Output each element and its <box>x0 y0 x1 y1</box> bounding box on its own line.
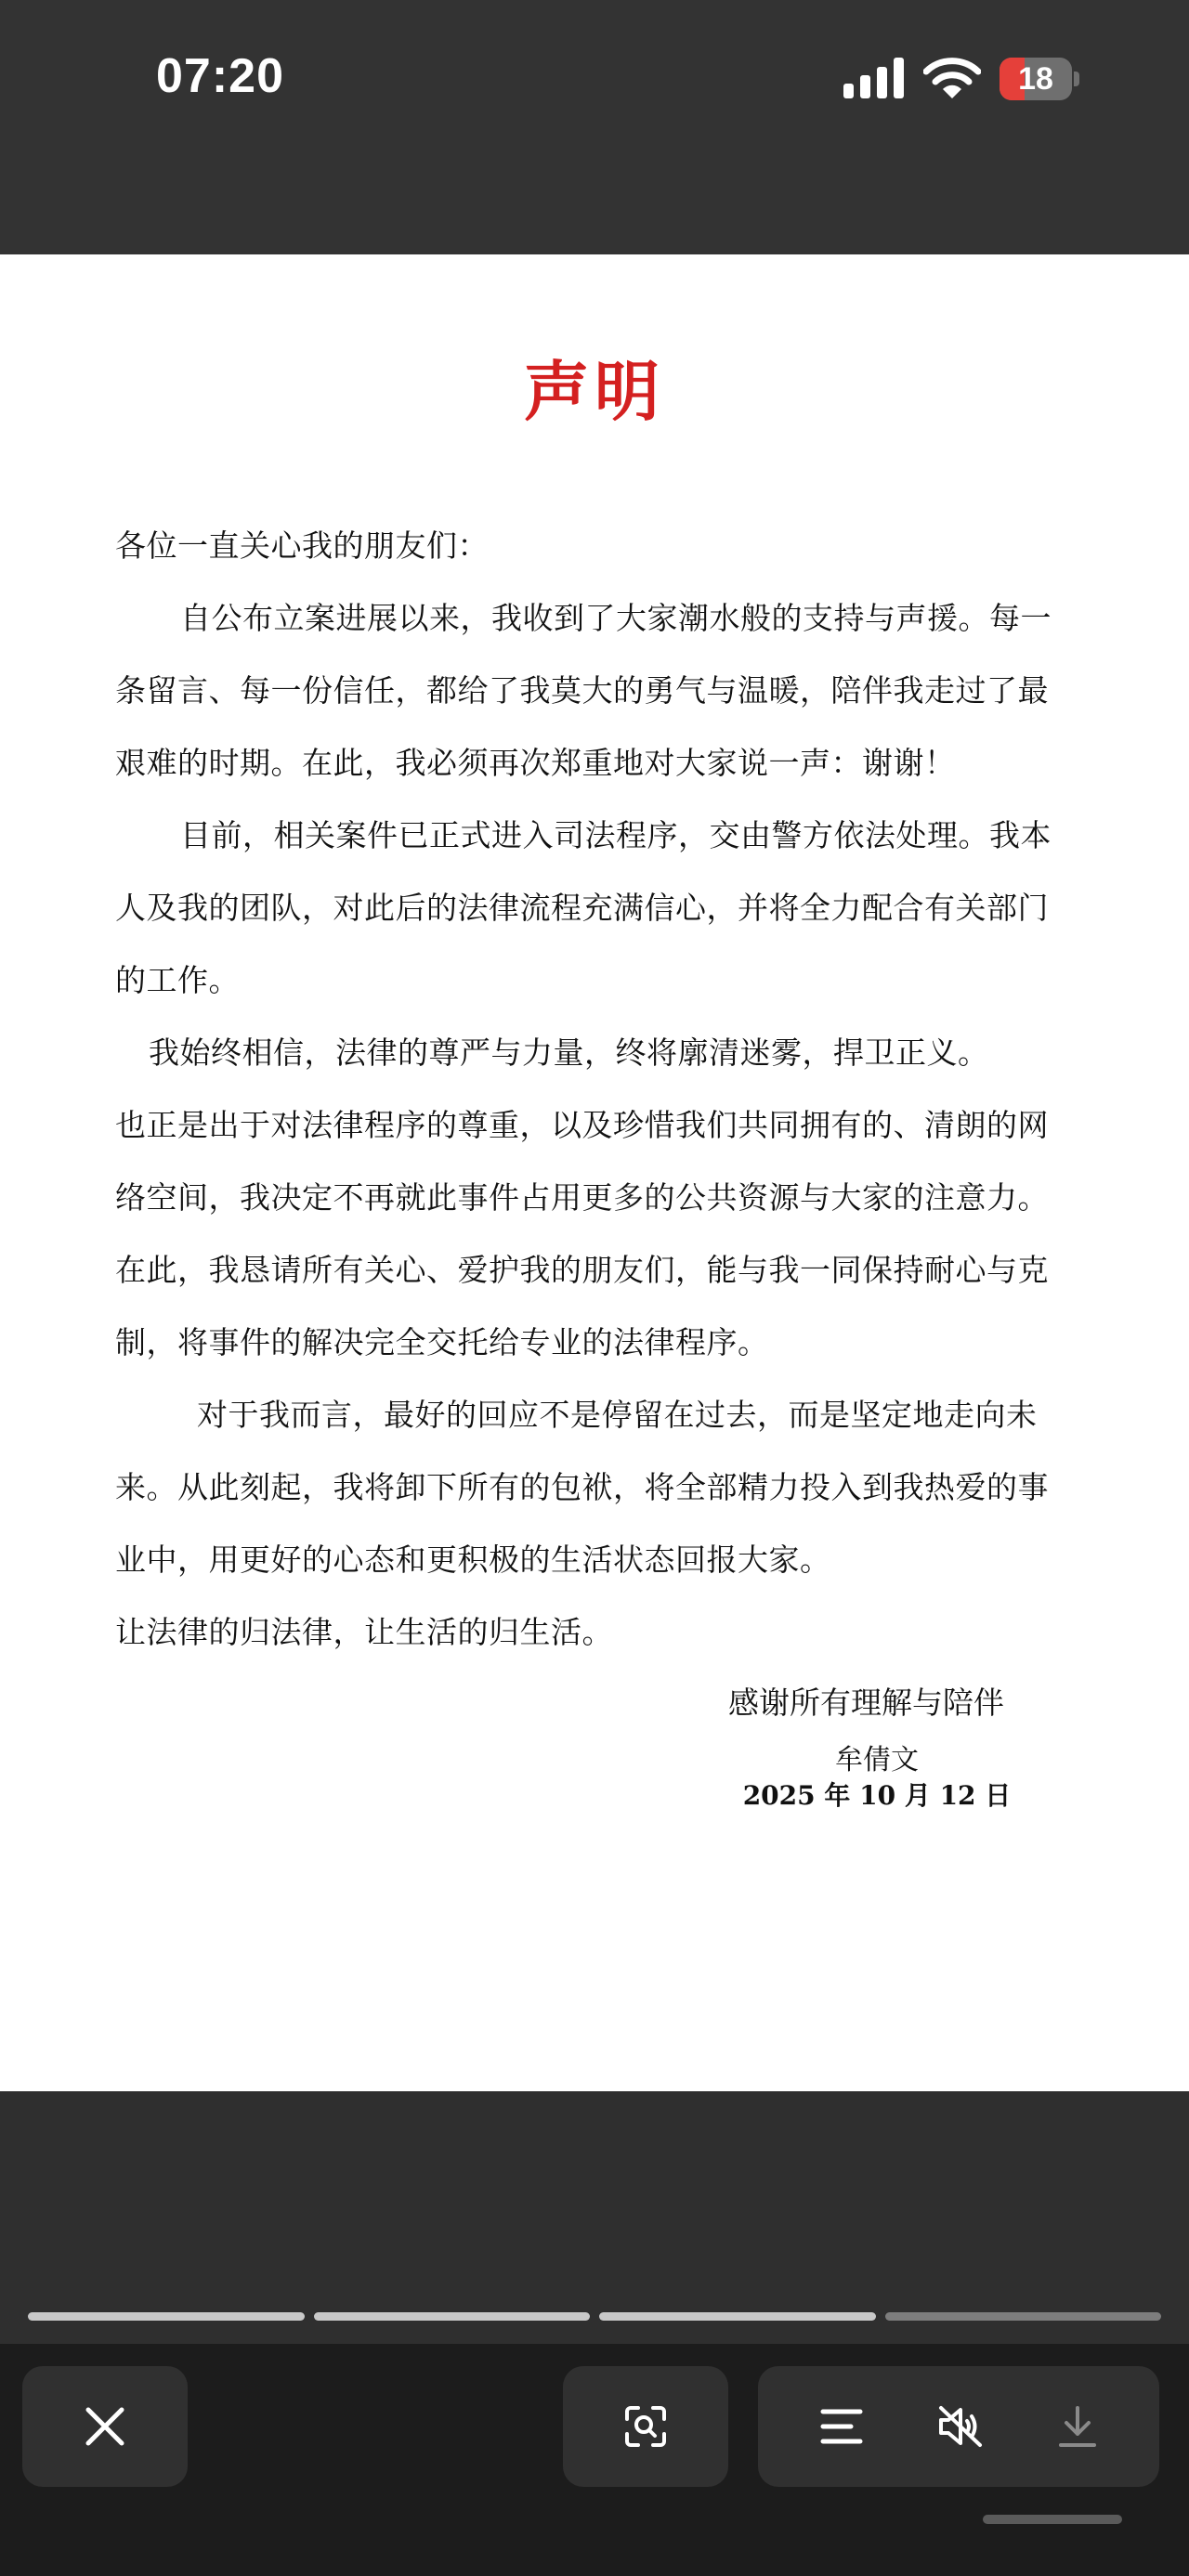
statement-document <box>0 254 1189 2091</box>
document-title: 声明 <box>524 354 665 430</box>
menu-icon[interactable] <box>819 2406 864 2447</box>
status-time: 07:20 <box>156 49 284 103</box>
paragraph-line: 业中，用更好的心态和更积极的生活状态回报大家。 <box>115 1542 831 1578</box>
signature-name: 牟倩文 <box>835 1744 919 1776</box>
status-bar <box>0 0 1189 254</box>
paragraph-line: 我始终相信，法律的尊严与力量，终将廓清迷雾，捍卫正义。 <box>149 1034 989 1071</box>
closing-line: 让法律的归法律，让生活的归生活。 <box>115 1614 613 1650</box>
story-progress-segment-1 <box>28 2312 305 2321</box>
signal-icon <box>843 58 905 98</box>
story-progress-segment-2 <box>314 2312 590 2321</box>
story-progress-segment-3 <box>599 2312 876 2321</box>
close-button[interactable] <box>22 2366 188 2487</box>
paragraph-line: 人及我的团队，对此后的法律流程充满信心，并将全力配合有关部门 <box>115 890 1049 926</box>
download-icon[interactable] <box>1055 2404 1100 2449</box>
scan-icon <box>623 2404 668 2449</box>
signature-date: 2025 年 10 月 12 日 <box>742 1780 1012 1811</box>
battery-cap <box>1074 72 1079 86</box>
battery-body <box>1000 58 1072 100</box>
viewer-controls <box>0 2091 1189 2576</box>
paragraph-line: 也正是出于对法律程序的尊重，以及珍惜我们共同拥有的、清朗的网 <box>115 1107 1049 1143</box>
wifi-icon <box>923 56 981 100</box>
battery-level: 18 <box>1018 61 1053 97</box>
paragraph-line: 对于我而言，最好的回应不是停留在过去，而是坚定地走向未 <box>197 1397 1038 1433</box>
signature-thanks: 感谢所有理解与陪伴 <box>728 1685 1004 1721</box>
paragraph-line: 络空间，我决定不再就此事件占用更多的公共资源与大家的注意力。 <box>115 1179 1049 1216</box>
paragraph-line: 的工作。 <box>115 962 240 998</box>
paragraph-line: 目前，相关案件已正式进入司法程序，交由警方依法处理。我本 <box>180 817 1052 853</box>
greeting-line: 各位一直关心我的朋友们： <box>115 527 489 564</box>
mute-icon[interactable] <box>935 2404 984 2449</box>
paragraph-line: 在此，我恳请所有关心、爱护我的朋友们，能与我一同保持耐心与克 <box>115 1252 1049 1288</box>
action-group <box>758 2366 1159 2487</box>
battery-icon <box>1000 58 1079 100</box>
scan-button[interactable] <box>563 2366 728 2487</box>
paragraph-line: 来。从此刻起，我将卸下所有的包袱，将全部精力投入到我热爱的事 <box>115 1469 1049 1505</box>
close-icon <box>85 2406 125 2447</box>
bottom-toolbar <box>0 2344 1189 2576</box>
story-progress-segment-4 <box>885 2312 1161 2321</box>
paragraph-line: 自公布立案进展以来，我收到了大家潮水般的支持与声援。每一 <box>180 600 1052 636</box>
paragraph-line: 制，将事件的解决完全交托给专业的法律程序。 <box>115 1324 769 1360</box>
paragraph-line: 艰难的时期。在此，我必须再次郑重地对大家说一声：谢谢！ <box>115 745 956 781</box>
home-indicator <box>983 2515 1122 2524</box>
paragraph-line: 条留言、每一份信任，都给了我莫大的勇气与温暖，陪伴我走过了最 <box>115 672 1049 709</box>
